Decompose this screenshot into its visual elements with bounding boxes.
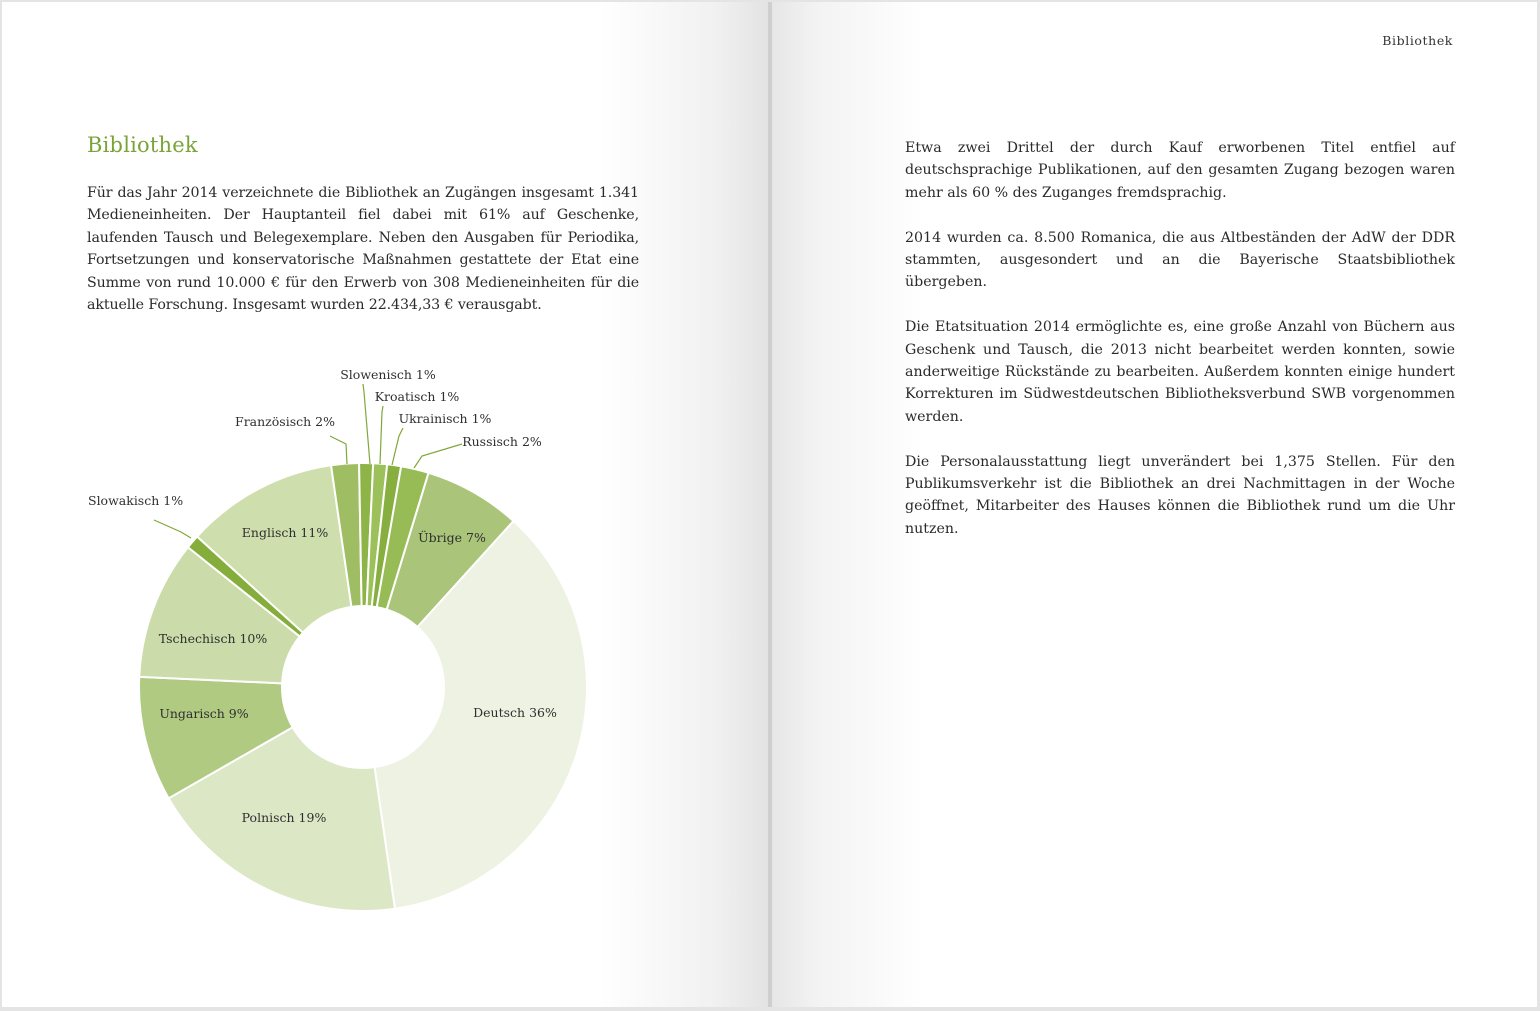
left-page bbox=[2, 2, 768, 1007]
language-donut-chart bbox=[2, 352, 768, 932]
donut-chart-svg bbox=[2, 352, 768, 932]
leader-line bbox=[330, 436, 347, 464]
slice-label: Russisch 2% bbox=[462, 434, 542, 449]
body-paragraph: Etwa zwei Drittel der durch Kauf erworbenen Titel entfiel auf deutschsprachige Publikationen, auf den gesamten Zugang bezogen waren mehr als 60 % des Zuganges fremdsprachig. bbox=[905, 140, 1455, 201]
leader-line bbox=[154, 520, 191, 538]
section-title: Bibliothek bbox=[87, 133, 198, 157]
running-head: Bibliothek bbox=[1382, 33, 1453, 48]
slice-label: Slowakisch 1% bbox=[88, 493, 184, 508]
intro-text bbox=[87, 182, 639, 316]
leader-line bbox=[414, 444, 462, 468]
leader-line bbox=[380, 406, 383, 464]
body-paragraph: Die Personalausstattung liegt unverändert bei 1,375 Stellen. Für den Publikumsverkehr ist die Bibliothek an drei Nachmittagen in der Woche geöffnet, Mitarbeiter des Hauses können die Bibliothek rund um die Uhr nutzen. bbox=[905, 453, 1455, 537]
right-page bbox=[772, 2, 1537, 1007]
body-paragraph: 2014 wurden ca. 8.500 Romanica, die aus Altbeständen der AdW der DDR stammten, ausgesondert und an die Bayerische Staatsbibliothek übergeben. bbox=[905, 229, 1455, 291]
slice-label: Kroatisch 1% bbox=[374, 389, 460, 404]
leader-line bbox=[363, 384, 370, 464]
slice-label: Tschechisch 10% bbox=[158, 631, 268, 646]
body-paragraph: Die Etatsituation 2014 ermöglichte es, eine große Anzahl von Büchern aus Geschenk und Tausch, die 2013 nicht bearbeitet werden konnten, sowie anderweitige Rückstände zu bearbeiten. Außerdem konnten einige hundert Korrekturen im Südwestdeutschen Bibliotheksverbund SWB vorgenommen werden. bbox=[905, 319, 1455, 425]
slice-label: Übrige 7% bbox=[418, 530, 486, 545]
slice-label: Slowenisch 1% bbox=[340, 367, 436, 382]
slice-label: Ungarisch 9% bbox=[159, 706, 249, 721]
slice-label: Englisch 11% bbox=[241, 525, 329, 540]
slice-label: Französisch 2% bbox=[235, 414, 335, 429]
slice-label: Deutsch 36% bbox=[473, 705, 557, 720]
intro-paragraph: Für das Jahr 2014 verzeichnete die Bibliothek an Zugängen insgesamt 1.341 Medieneinheiten. Der Hauptanteil fiel dabei mit 61% auf Geschenke, laufenden Tausch und Belegexemplare. Neben den Ausgaben für Periodika, Fortsetzungen und konservatorische Maßnahmen gestattete der Etat eine Summe von rund 10.000 € für den Erwerb von 308 Medieneinheiten für die aktuelle Forschung. Insgesamt wurden 22.434,33 € verausgabt. bbox=[87, 185, 639, 314]
right-body-text bbox=[905, 137, 1455, 563]
book-spread bbox=[2, 2, 1537, 1007]
slice-label: Polnisch 19% bbox=[241, 810, 327, 825]
donut-hole bbox=[282, 606, 444, 768]
slice-label: Ukrainisch 1% bbox=[398, 411, 492, 426]
leader-line bbox=[392, 428, 403, 465]
